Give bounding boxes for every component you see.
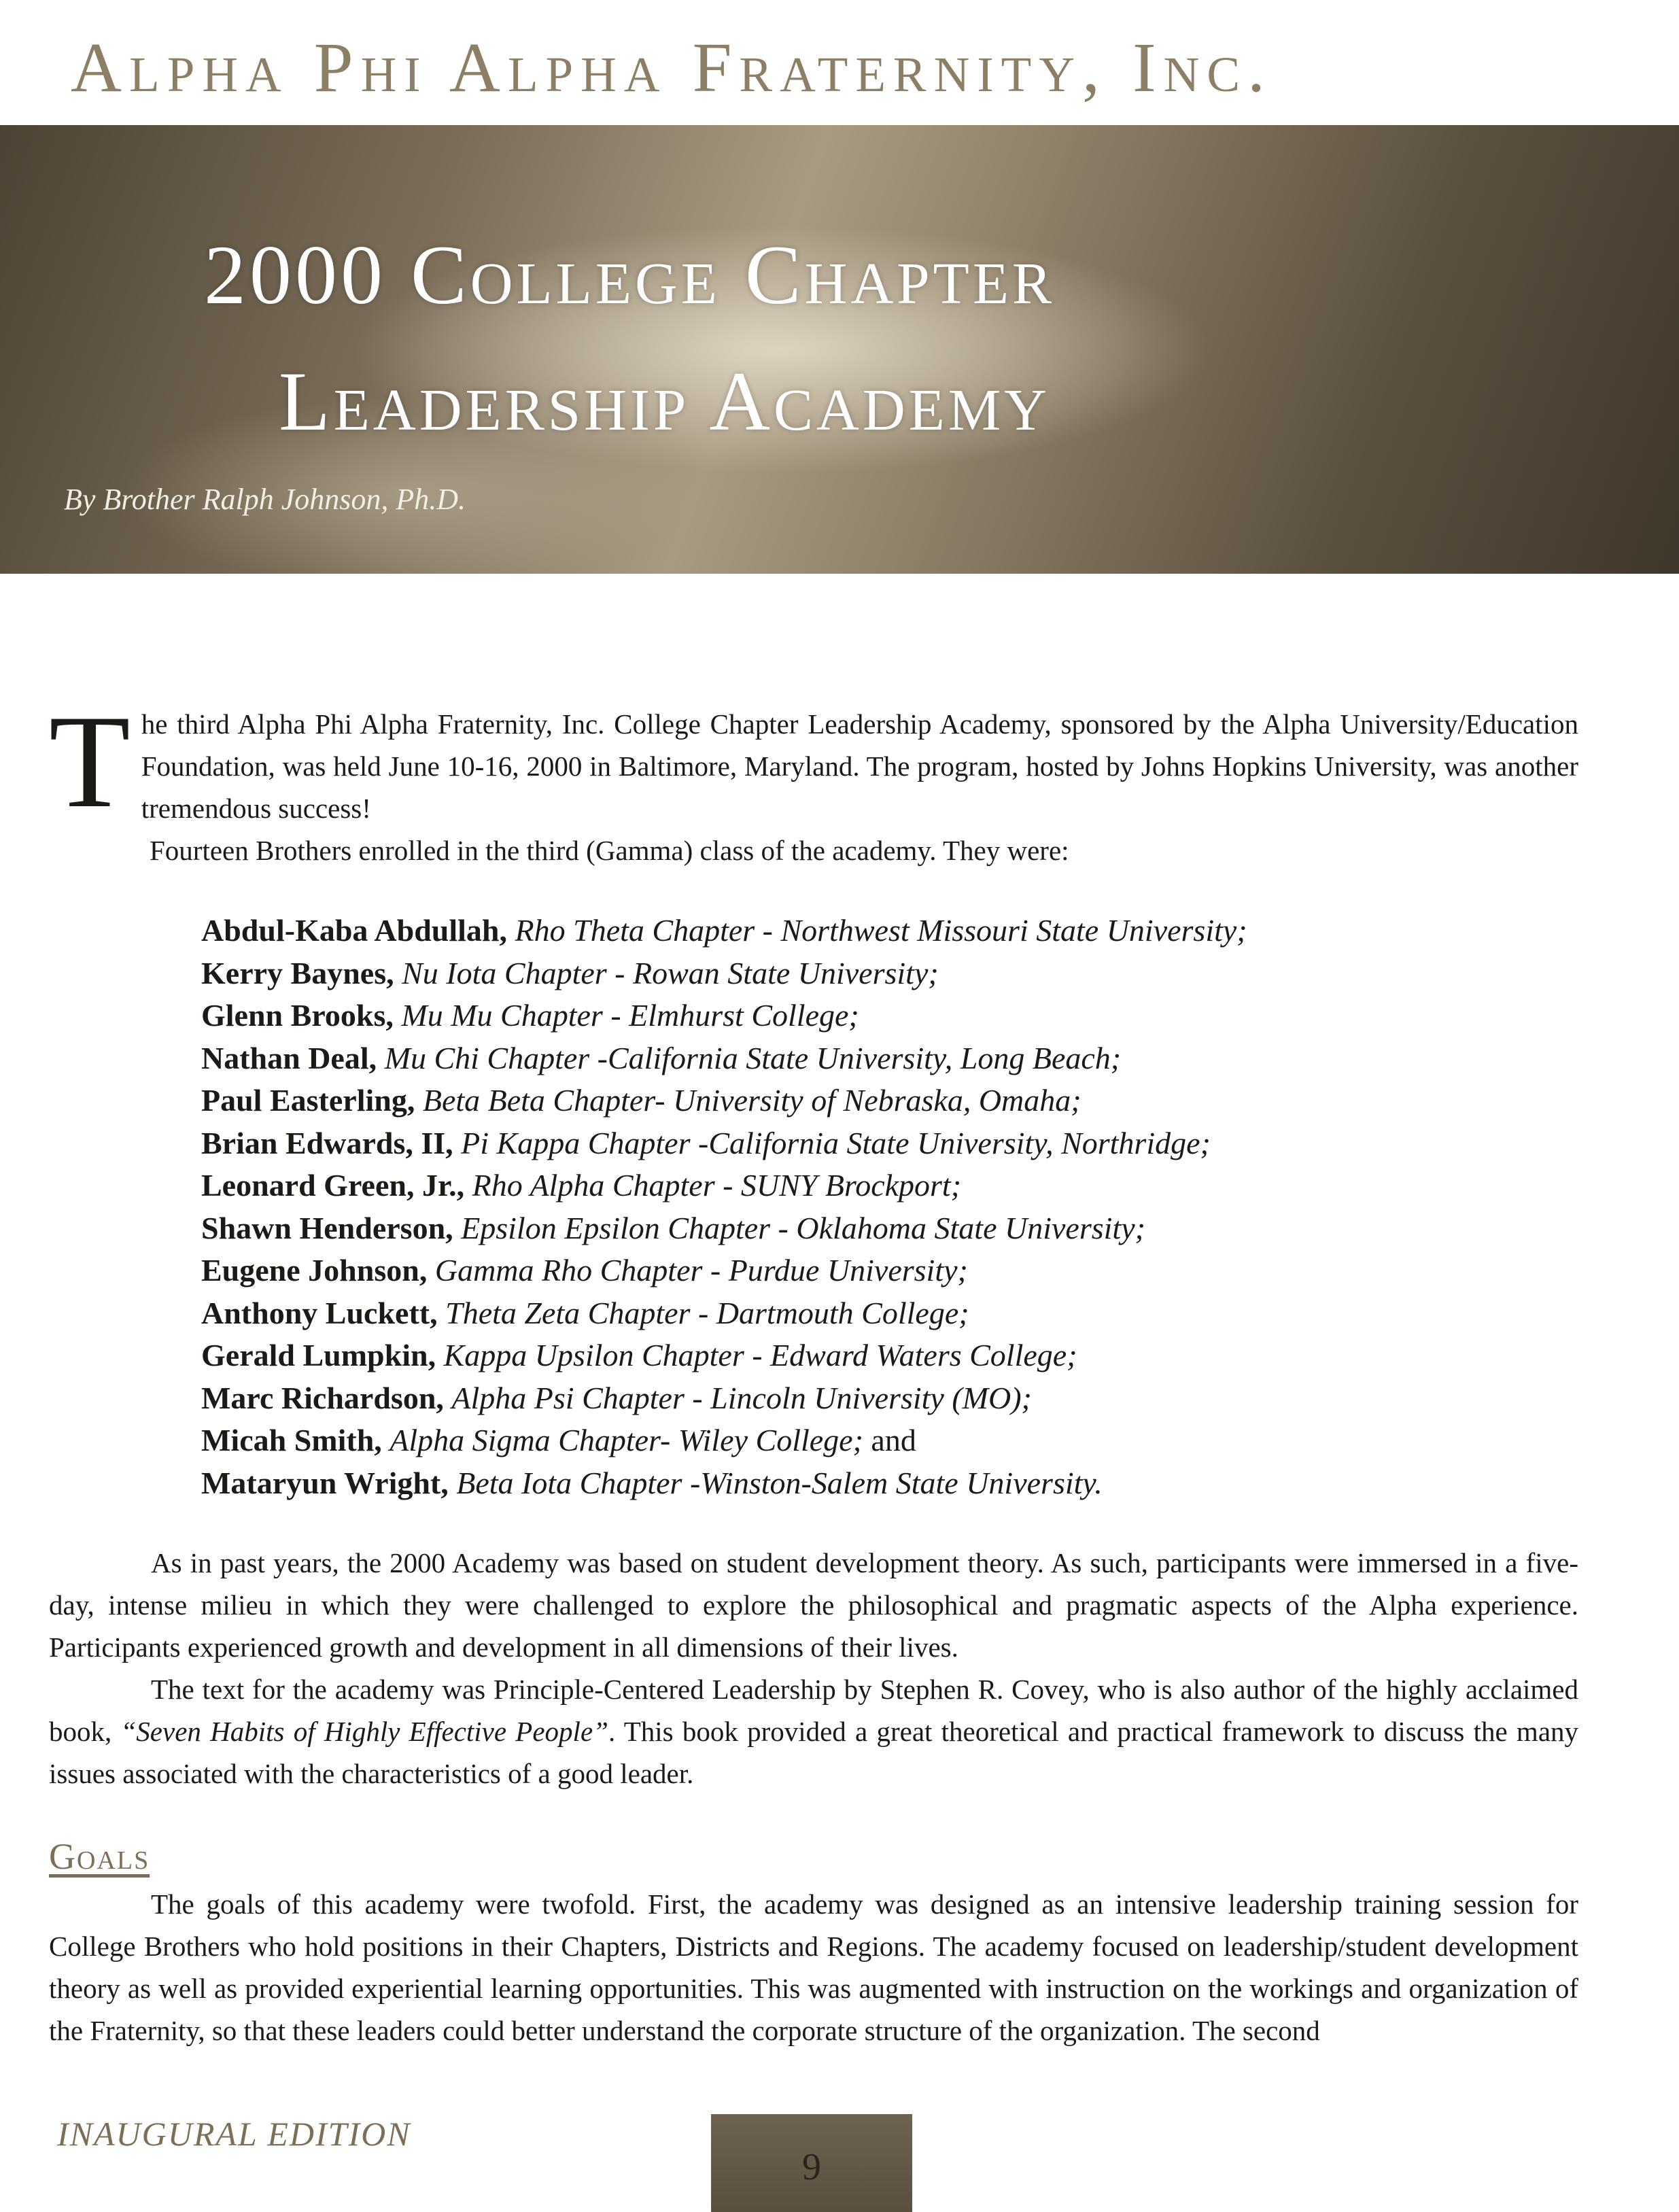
- enrollee-chapter: Mu Chi Chapter -California State University, Long Beach;: [384, 1040, 1122, 1075]
- page-number-box: [711, 2114, 912, 2212]
- enrollee-item: [201, 1377, 1629, 1420]
- enrollee-chapter: Rho Alpha Chapter - SUNY Brockport;: [472, 1168, 962, 1203]
- enrollee-name: Paul Easterling,: [201, 1083, 415, 1118]
- enrollee-name: Marc Richardson,: [201, 1380, 444, 1415]
- enrollee-chapter: Epsilon Epsilon Chapter - Oklahoma State University;: [461, 1210, 1145, 1245]
- enrollee-chapter: Rho Theta Chapter - Northwest Missouri State University;: [515, 913, 1247, 948]
- enrollee-name: Glenn Brooks,: [201, 998, 394, 1033]
- enrollee-chapter: Mu Mu Chapter - Elmhurst College;: [401, 998, 859, 1033]
- enrollee-name: Mataryun Wright,: [201, 1465, 449, 1500]
- academy-description: [49, 1542, 1578, 1795]
- enrollee-item: [201, 1207, 1629, 1250]
- enrollee-chapter: Alpha Sigma Chapter- Wiley College;: [390, 1423, 863, 1457]
- enrollee-name: Eugene Johnson,: [201, 1253, 428, 1288]
- enrollee-name: Micah Smith,: [201, 1423, 382, 1457]
- enrollee-item: [201, 1122, 1629, 1165]
- theory-paragraph: As in past years, the 2000 Academy was based on student development theory. As such, participants were immersed in a five-day, intense milieu in which they were challenged to explore the philosophical and pragmatic aspects of the Alpha experience. Participants experienced growth and development in all dimensions of their lives.: [49, 1547, 1578, 1663]
- enrollee-chapter: Kappa Upsilon Chapter - Edward Waters College;: [443, 1338, 1077, 1372]
- intro-paragraph-text: he third Alpha Phi Alpha Fraternity, Inc. College Chapter Leadership Academy, sponsored by the Alpha University/Education Foundation, was held June 10-16, 2000 in Baltimore, Maryland. The program, hosted by Johns Hopkins University, was another tremendous success!: [141, 708, 1578, 824]
- goals-paragraph: The goals of this academy were twofold. First, the academy was designed as an intensive leadership training session for College Brothers who hold positions in their Chapters, Districts and Regions. The academy focused on leadership/student development theory as well as provided experiential learning opportunities. This was augmented with instruction on the workings and organization of the Fraternity, so that these leaders could better understand the corporate structure of the organization. The second: [49, 1888, 1578, 2046]
- enrollee-chapter: Nu Iota Chapter - Rowan State University;: [402, 955, 939, 990]
- enrollee-name: Abdul-Kaba Abdullah,: [201, 913, 508, 948]
- enrollee-chapter: Gamma Rho Chapter - Purdue University;: [434, 1253, 968, 1288]
- enrollee-chapter: Beta Beta Chapter- University of Nebraska, Omaha;: [422, 1083, 1081, 1118]
- enrollee-name: Nathan Deal,: [201, 1040, 377, 1075]
- enrollee-item: [201, 1249, 1629, 1292]
- enrollee-name: Brian Edwards, II,: [201, 1125, 453, 1160]
- enrollee-chapter: Pi Kappa Chapter -California State University, Northridge;: [461, 1125, 1211, 1160]
- enrollee-item: [201, 1462, 1629, 1505]
- page-number: 9: [802, 2146, 821, 2188]
- goals-section: [49, 1883, 1578, 2052]
- title-banner: [0, 125, 1679, 574]
- edition-label: INAUGURAL EDITION: [57, 2115, 411, 2153]
- enrollee-chapter: Theta Zeta Chapter - Dartmouth College;: [445, 1295, 969, 1330]
- article-title-line-2: Leadership Academy: [279, 355, 1051, 448]
- intro-paragraph: [49, 688, 1578, 835]
- intro-section: [49, 688, 1578, 871]
- enrollee-item: [201, 1419, 1629, 1462]
- enrollee-item: [201, 910, 1629, 952]
- fraternity-title: Alpha Phi Alpha Fraternity, Inc.: [71, 29, 1273, 107]
- text-paragraph-end: . This book provided a great theoretical and practical framework to discuss the many issues associated with the characteristics of a good leader.: [49, 1716, 1579, 1789]
- goals-heading: Goals: [49, 1836, 150, 1877]
- enrollee-name: Anthony Luckett,: [201, 1295, 438, 1330]
- byline: By Brother Ralph Johnson, Ph.D.: [64, 483, 466, 516]
- enrollee-item: [201, 1164, 1629, 1207]
- article-title: [204, 212, 1495, 465]
- enrollee-item: [201, 1292, 1629, 1335]
- enrollee-name: Gerald Lumpkin,: [201, 1338, 436, 1372]
- enrollment-paragraph: Fourteen Brothers enrolled in the third (Gamma) class of the academy. They were:: [150, 835, 1069, 866]
- enrollee-chapter: Alpha Psi Chapter - Lincoln University (MO);: [451, 1380, 1032, 1415]
- enrollee-item: [201, 952, 1629, 995]
- enrollee-name: Shawn Henderson,: [201, 1210, 453, 1245]
- enrollee-name: Kerry Baynes,: [201, 955, 394, 990]
- enrollee-item: [201, 1037, 1629, 1080]
- enrollee-name: Leonard Green, Jr.,: [201, 1168, 465, 1203]
- drop-cap: T: [49, 688, 131, 835]
- enrollee-item: [201, 995, 1629, 1037]
- text-paragraph: [49, 1668, 1578, 1795]
- enrollee-item: [201, 1334, 1629, 1377]
- book-title: “Seven Habits of Highly Effective People”: [120, 1716, 608, 1747]
- text-paragraph-start: The text for the academy was Principle-Centered Leadership by Stephen R. Covey, who is also author of the highly acclaimed book,: [49, 1674, 1578, 1747]
- enrollee-item: [201, 1079, 1629, 1122]
- enrollee-chapter: Beta Iota Chapter -Winston-Salem State University.: [456, 1465, 1103, 1500]
- article-title-line-1: 2000 College Chapter: [204, 228, 1056, 322]
- enrollee-suffix: and: [863, 1423, 916, 1457]
- enrollee-list: [201, 910, 1629, 1504]
